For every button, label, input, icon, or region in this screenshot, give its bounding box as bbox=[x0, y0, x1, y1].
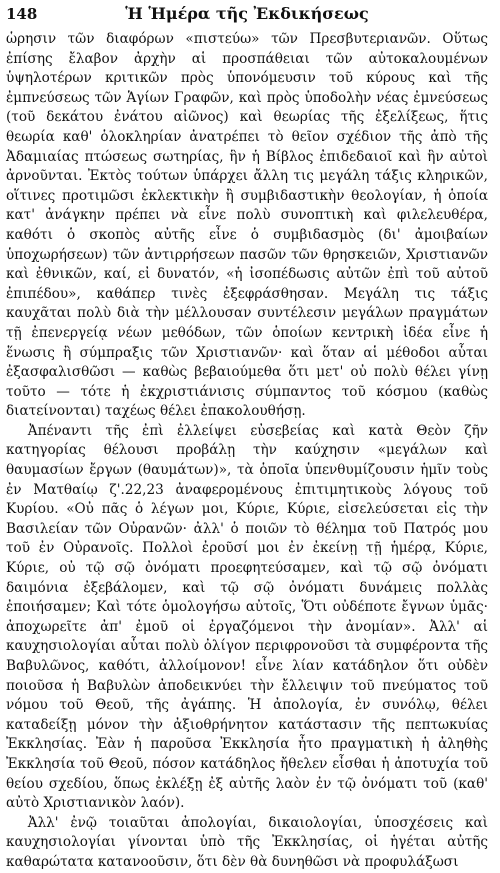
running-title: Ἡ Ἡμέρα τῆς Ἐκδικήσεως bbox=[125, 4, 369, 23]
paragraph: Ἀπέναντι τῆς ἐπὶ ἐλλείψει εὐσεβείας καὶ κατὰ Θεὸν ζῆν κατηγορίας θέλουσι προβάλῃ τὴν καύχησιν «μεγάλων καὶ θαυμασίων ἔργων (θαυμάτων)», τὰ ὁποῖα ὑπενθυμίζουσιν ἡμῖν τοὺς ἐν Ματθαίῳ ζ'.22,23 ἀναφερομένους ἐπιτιμητικοὺς λόγους τοῦ Κυρίου. «Οὐ πᾶς ὁ λέγων μοι, Κύριε, Κύριε, εἰσελεύσεται εἰς τὴν Βασιλείαν τῶν Οὐρανῶν· ἀλλ' ὁ ποιῶν τὸ θέλημα τοῦ Πατρός μου τοῦ ἐν Οὐρανοῖς. Πολλοὶ ἐροῦσί μοι ἐν ἐκείνῃ τῇ ἡμέρᾳ, Κύριε, Κύριε, οὐ τῷ σῷ ὀνόματι προεφητεύσαμεν, καὶ τῷ σῷ ὀνόματι δαιμόνια ἐξεβάλομεν, καὶ τῷ σῷ ὀνόματι δυνάμεις πολλὰς ἐποιήσαμεν; Καὶ τότε ὁμολογήσω αὐτοῖς, Ὅτι οὐδέποτε ἔγνων ὑμᾶς· ἀποχωρεῖτε ἀπ' ἐμοῦ οἱ ἐργαζόμενοι τὴν ἀνομίαν». Ἀλλ' αἱ καυχησιολογίαι αὗται πολὺ ὀλίγον περιφρονοῦσι τὰ συμφέροντα τῆς Βαβυλῶνος, καθότι, ἀλλοίμονον! εἶνε λίαν κατάδηλον ὅτι οὐδὲν ποιοῦσα ἡ Βαβυλὼν ἀποδεικνύει τὴν ἔλλειψιν τοῦ πνεύματος τοῦ νόμου τοῦ Θεοῦ, τῆς ἀγάπης. Ἡ ἀπολογία, ἐν συνόλῳ, θέλει καταδείξῃ μόνον τὴν ἀξιοθρήνητον κατάστασιν τῆς πεπτωκυίας Ἐκκλησίας. Ἐὰν ἡ παροῦσα Ἐκκλησία ἦτο πραγματικὴ ἡ ἀληθὴς Ἐκκλησία τοῦ Θεοῦ, πόσον κατάδηλος ἤθελεν εἶσθαι ἡ ἀποτυχία τοῦ θείου σχεδίου, ὅπως ἐκλέξῃ ἐξ αὐτῆς λαὸν ἐν τῷ ὀνόματι τοῦ (καθ' αὐτὸ Χριστιανικὸν λαόν). bbox=[6, 422, 488, 812]
body-text bbox=[6, 30, 488, 873]
paragraph: Ἀλλ' ἐνῷ τοιαῦται ἀπολογίαι, δικαιολογίαι, ὑποσχέσεις καὶ καυχησιολογίαι γίνονται ὑπὸ τῆς Ἐκκλησίας, οἱ ἡγέται αὐτῆς καθαρώτατα κατανοοῦσιν, ὅτι δὲν θὰ δυνηθῶσι νὰ προφυλάξωσι bbox=[6, 814, 488, 870]
paragraph-continued: ὡρησιν τῶν διαφόρων «πιστεύω» τῶν Πρεσβυτεριανῶν. Οὕτως ἐπίσης ἔλαβον ἀρχὴν αἱ προσπάθειαι τῶν αὐτοκαλουμένων ὑψηλοτέρων κριτικῶν πρὸς ὑπονόμευσιν τοῦ κύρους καὶ τῆς ἐμπνεύσεως τῶν Ἁγίων Γραφῶν, καὶ πρὸς ὑποδολὴν νέας ἐμνεύσεως (τοῦ δεκάτου ἐνάτου αἰῶνος) καὶ θεωρίας τῆς ἐξελίξεως, ἥτις θεωρία καθ' ὁλοκληρίαν ἀνατρέπει τὸ θεῖον σχέδιον τῆς ἀπὸ τῆς Ἀδαμιαίας πτώσεως σωτηρίας, ἣν ἡ Βίβλος ἐπιδεδαιοῖ καὶ ἣν αὐτοὶ ἀρνοῦνται. Ἐκτὸς τούτων ὑπάρχει ἄλλη τις μεγάλη τάξις κληρικῶν, οἵτινες προτιμῶσι ἐκλεκτικὴν ἢ συμβιδαστικὴν θεολογίαν, ἡ ὁποία κατ' ἀνάγκην πρέπει νὰ εἶνε πολὺ συνοπτικὴ καὶ φιλελευθέρα, καθότι ὁ σκοπὸς αὐτῆς εἶνε ὁ συμβιδασμὸς (δι' ἀμοιβαίων ὑποχωρήσεων) τῶν ἀντιρρήσεων πασῶν τῶν θρησκειῶν, Χριστιανῶν καὶ ἐθνικῶν, καί, εἰ δυνατόν, «ἡ ἰσοπέδωσις αὐτῶν ἐπὶ τοῦ αὐτοῦ ἐπιπέδου», καθάπερ τινὲς ἐξεφράσθησαν. Μεγάλη τις τάξις καυχᾶται πολὺ διὰ τὴν μέλλουσαν συντέλεσιν μεγάλων πραγμάτων τῇ ἐπενεργείᾳ νέων μεθόδων, τῶν ὁποίων κεντρικὴ ἰδέα εἶνε ἡ ἕνωσις ἢ σύμπραξις τῶν Χριστιανῶν· καὶ ὅταν αἱ μέθοδοι αὗται ἐξασφαλισθῶσι — καθὼς βεβαιούμεθα ὅτι μετ' οὐ πολὺ θέλει γίνῃ τοῦτο — τότε ἡ ἐκχριστιάνισις σύμπαντος τοῦ κόσμου (καθὼς διατείνονται) ταχέως θέλει ἐπακολουθήσῃ. bbox=[6, 31, 488, 420]
page-number: 148 bbox=[6, 5, 38, 23]
running-head bbox=[6, 0, 488, 30]
